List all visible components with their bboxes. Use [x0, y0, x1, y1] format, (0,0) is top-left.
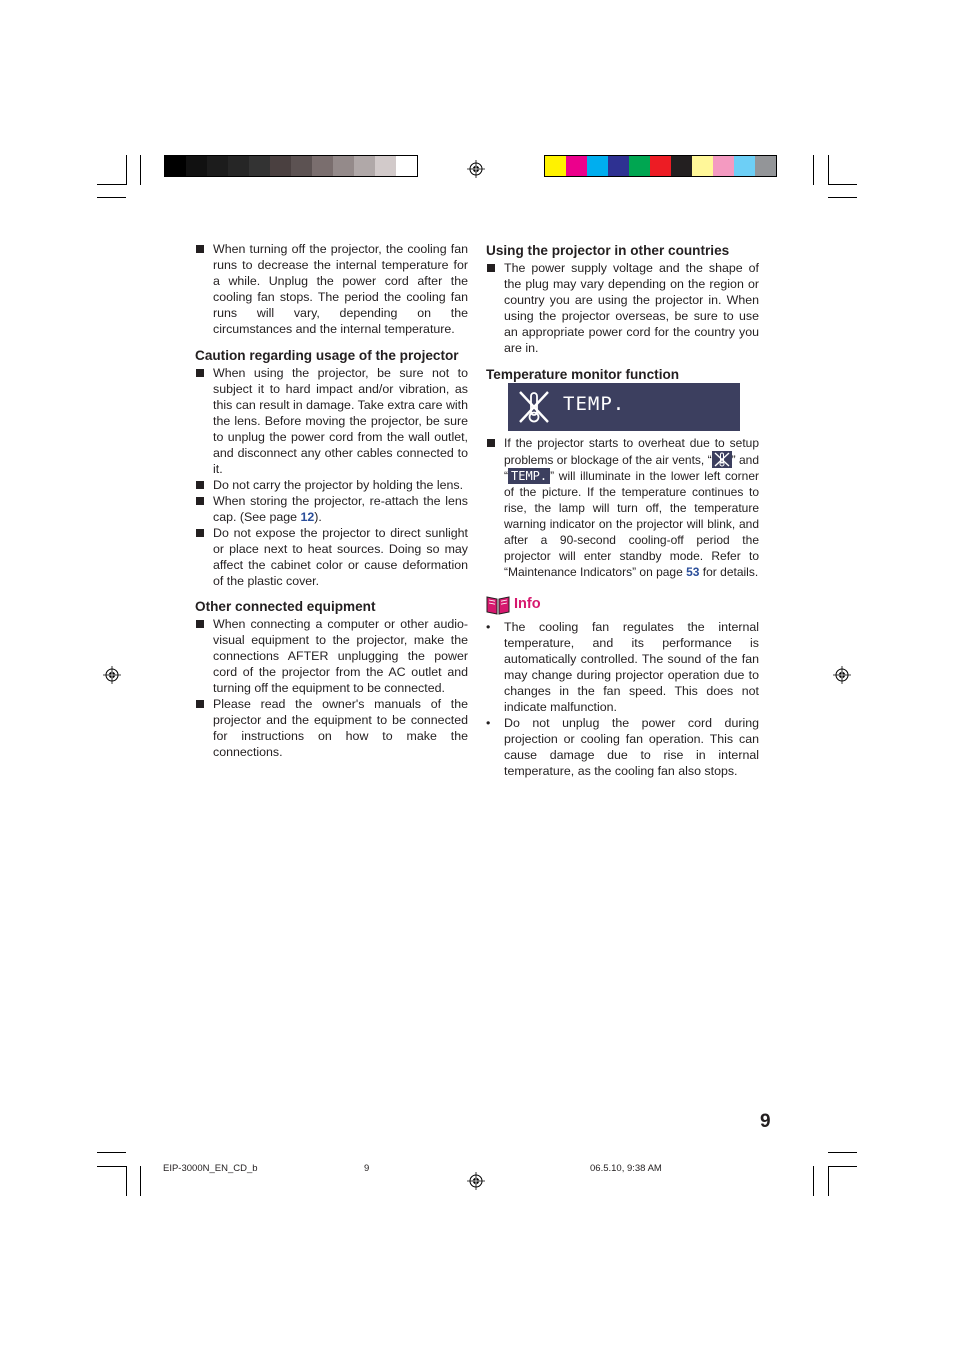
info-heading: Info [514, 596, 541, 612]
crop-mark [813, 1166, 814, 1196]
temp-bullet: If the projector starts to overheat due to setup problems or blockage of the air vents, “ ” and “ TEMP. ” will illuminate in the lower left corner of the picture. If the temperature continues to rise, the lamp will turn off, the temperature warning indicator on the projector will blink, and after a 90-second cooling-off period the projector will enter standby mode. Refer to “Maintenance Indicators” on page 53 for details. [486, 435, 759, 580]
caution-bullet-sunlight: Do not expose the projector to direct sunlight or place next to heat sources. Doing so may affect the cabinet color or cause deformation of the plastic cover. [195, 525, 468, 589]
temperature-heading: Temperature monitor function [486, 367, 680, 382]
crop-mark [828, 155, 829, 185]
color-calibration-bar [544, 155, 777, 177]
temperature-warning-icon [517, 389, 551, 425]
color-swatch [755, 156, 776, 176]
footer-file: EIP-3000N_EN_CD_b [163, 1163, 258, 1174]
caution-heading: Caution regarding usage of the projector [195, 348, 459, 363]
page-link-53[interactable]: 53 [686, 565, 700, 579]
crop-mark [828, 1166, 829, 1196]
crop-mark [126, 155, 127, 185]
inline-temp-label: TEMP. [508, 468, 550, 484]
crop-mark [126, 1166, 127, 1196]
color-swatch [165, 156, 186, 176]
color-swatch [608, 156, 629, 176]
crop-mark [140, 155, 141, 185]
crop-mark [828, 1166, 857, 1167]
registration-mark-icon [467, 160, 485, 178]
gray-calibration-bar [164, 155, 418, 177]
crop-mark [828, 1152, 857, 1153]
color-swatch [396, 156, 417, 176]
temp-warning-display [508, 383, 740, 431]
color-swatch [375, 156, 396, 176]
color-swatch [671, 156, 692, 176]
crop-mark [97, 1166, 126, 1167]
color-swatch [249, 156, 270, 176]
page-link-12[interactable]: 12 [300, 510, 315, 524]
caution-bullet-lens-cap: When storing the projector, re-attach the lens cap. (See page 12). [195, 493, 468, 525]
left-column [195, 241, 468, 760]
countries-bullet: The power supply voltage and the shape of the plug may vary depending on the region or country you are using the projector in. When using the projector overseas, be sure to use an appropriate power cord for the country you are in. [486, 260, 759, 356]
caution-bullet-impact: When using the projector, be sure not to subject it to hard impact and/or vibration, as this can result in damage. Take extra care with the lens. Before moving the projector, be sure to unplug the power cord from the wall outlet, and disconnect any other cables connected to it. [195, 365, 468, 477]
book-icon [486, 595, 510, 615]
crop-mark [828, 197, 857, 198]
color-swatch [650, 156, 671, 176]
color-swatch [629, 156, 650, 176]
right-column [486, 243, 759, 779]
temp-display-label: TEMP. [563, 393, 626, 415]
color-swatch [207, 156, 228, 176]
color-swatch [354, 156, 375, 176]
other-bullet-manuals: Please read the owner's manuals of the projector and the equipment to be connected for instructions on how to make the connections. [195, 696, 468, 760]
footer-page: 9 [364, 1163, 370, 1174]
crop-mark [97, 184, 126, 185]
other-equipment-heading: Other connected equipment [195, 599, 376, 614]
info-bullet-unplug: • Do not unplug the power cord during projection or cooling fan operation. This can cause damage due to rise in internal temperature, as the cooling fan also stops. [486, 715, 759, 779]
crop-mark [813, 155, 814, 185]
crop-mark [97, 197, 126, 198]
crop-mark [140, 1166, 141, 1196]
crop-mark [828, 184, 857, 185]
color-swatch [566, 156, 587, 176]
registration-mark-icon [833, 666, 851, 684]
color-swatch [291, 156, 312, 176]
inline-temp-icon [712, 451, 732, 468]
info-bullet-fan: • The cooling fan regulates the internal temperature, and its performance is automatically controlled. The sound of the fan may change during projector operation due to changes in the fan speed. This does not indicate malfunction. [486, 619, 759, 715]
page-number: 9 [760, 1111, 771, 1132]
registration-mark-icon [467, 1172, 485, 1190]
color-swatch [587, 156, 608, 176]
color-swatch [545, 156, 566, 176]
color-swatch [270, 156, 291, 176]
color-swatch [692, 156, 713, 176]
color-swatch [333, 156, 354, 176]
crop-mark [97, 1152, 126, 1153]
info-heading-row [486, 595, 759, 617]
cooling-fan-bullet: When turning off the projector, the cooling fan runs to decrease the internal temperature for a while. Unplug the power cord after the cooling fan stops. The period the cooling fan runs will vary, depending on the circumstances and the internal temperature. [195, 241, 468, 337]
caution-bullet-lens: Do not carry the projector by holding the lens. [195, 477, 468, 493]
other-bullet-connect: When connecting a computer or other audio-visual equipment to the projector, make the connections AFTER unplugging the power cord of the projector from the AC outlet and turning off the equipment to be connected. [195, 616, 468, 696]
footer-date: 06.5.10, 9:38 AM [590, 1163, 662, 1174]
color-swatch [312, 156, 333, 176]
color-swatch [186, 156, 207, 176]
color-swatch [734, 156, 755, 176]
registration-mark-icon [103, 666, 121, 684]
color-swatch [228, 156, 249, 176]
color-swatch [713, 156, 734, 176]
other-countries-heading: Using the projector in other countries [486, 243, 730, 258]
